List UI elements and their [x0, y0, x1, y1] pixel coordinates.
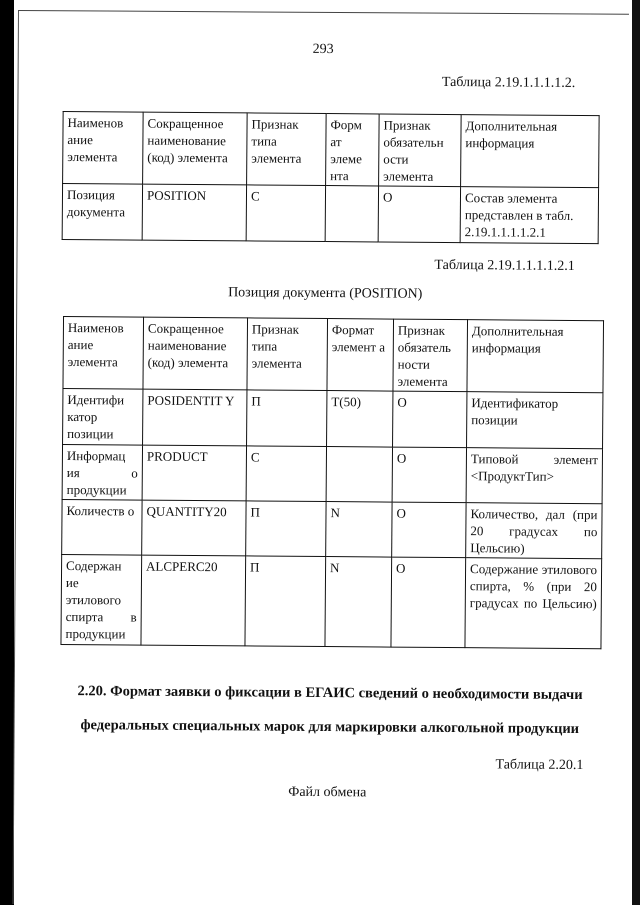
table2-header-cell: Формат элемент а — [327, 319, 394, 392]
table1-header-cell: Форм ат элеме нта — [326, 114, 380, 186]
table-row — [62, 444, 602, 503]
table-cell: N — [326, 502, 392, 558]
section-heading: 2.20. Формат заявки о фиксации в ЕГАИС сведений о необходимости выдачи федеральных специальных марок для маркировки алкогольной продукции — [77, 683, 583, 738]
table-row — [63, 388, 603, 448]
table-cell: О — [391, 557, 466, 648]
table-cell: QUANTITY20 — [142, 500, 246, 556]
table-cell: POSIDENTIT Y — [143, 389, 247, 446]
table-cell: Позиция документа — [62, 183, 142, 240]
table-cell: О — [392, 447, 466, 503]
table-cell: Состав элемента представлен в табл. 2.19.1.1.1.1.2.1 — [460, 187, 598, 244]
table-row — [62, 499, 602, 558]
table2-header-cell: Наименов ание элемента — [63, 316, 144, 389]
table-row — [62, 183, 598, 243]
table3-title: Файл обмена — [288, 784, 367, 801]
table-row — [61, 554, 602, 648]
table-cell: П — [245, 556, 326, 647]
table-cell: N — [325, 557, 392, 648]
table-1 — [62, 111, 600, 244]
page-number: 293 — [312, 41, 334, 58]
table2-header-cell: Признак типа элемента — [247, 318, 328, 391]
table-cell: П — [246, 501, 326, 557]
table1-header-cell: Сокращенное наименование (код) элемента — [143, 112, 248, 185]
table-cell: Содержан ие этилового спирта в продукции — [61, 554, 142, 645]
table-cell: Информац ия о продукции — [62, 444, 142, 500]
table1-header-cell: Наименов ание элемента — [63, 111, 144, 184]
table2-caption: Таблица 2.19.1.1.1.1.2.1 — [434, 257, 575, 274]
table-cell: Типовой элемент <ПродуктТип> — [466, 448, 602, 504]
table-cell: П — [247, 390, 327, 447]
table-cell: О — [392, 502, 466, 558]
table1-caption: Таблица 2.19.1.1.1.1.2. — [441, 74, 576, 91]
table2-header-cell: Признак обязатель ности элемента — [393, 319, 468, 392]
table-cell: О — [393, 391, 467, 448]
table-cell: С — [246, 185, 325, 242]
table-cell: Т(50) — [327, 391, 393, 448]
table2-header-cell: Сокращенное наименование (код) элемента — [143, 317, 248, 390]
table1-header-cell: Признак обязательн ости элемента — [379, 114, 462, 187]
table-cell — [326, 447, 392, 503]
table1-header-cell: Дополнительная информация — [461, 115, 600, 188]
table1-header-cell: Признак типа элемента — [247, 113, 327, 186]
table-cell: PRODUCT — [142, 445, 246, 501]
table2-header-row — [63, 316, 604, 392]
table-cell: С — [246, 446, 326, 502]
table-cell: О — [378, 186, 460, 243]
table-cell: Идентифи катор позиции — [63, 388, 143, 445]
table-cell: Идентификатор позиции — [467, 392, 603, 449]
table2-title: Позиция документа (POSITION) — [228, 285, 423, 302]
table2-header-cell: Дополнительная информация — [467, 320, 604, 393]
table-cell: Количеств о — [62, 499, 142, 555]
table1-header-row — [63, 111, 600, 187]
table-cell: Количество, дал (при 20 градусах по Цельсию) — [466, 503, 602, 559]
table-cell: Содержание этилового спирта, % (при 20 градусах по Цельсию) — [465, 558, 602, 649]
table-cell — [325, 186, 378, 242]
table-2 — [60, 316, 604, 649]
table3-caption: Таблица 2.20.1 — [495, 757, 584, 774]
table-cell: POSITION — [142, 184, 246, 241]
table-cell: ALCPERC20 — [141, 555, 246, 646]
